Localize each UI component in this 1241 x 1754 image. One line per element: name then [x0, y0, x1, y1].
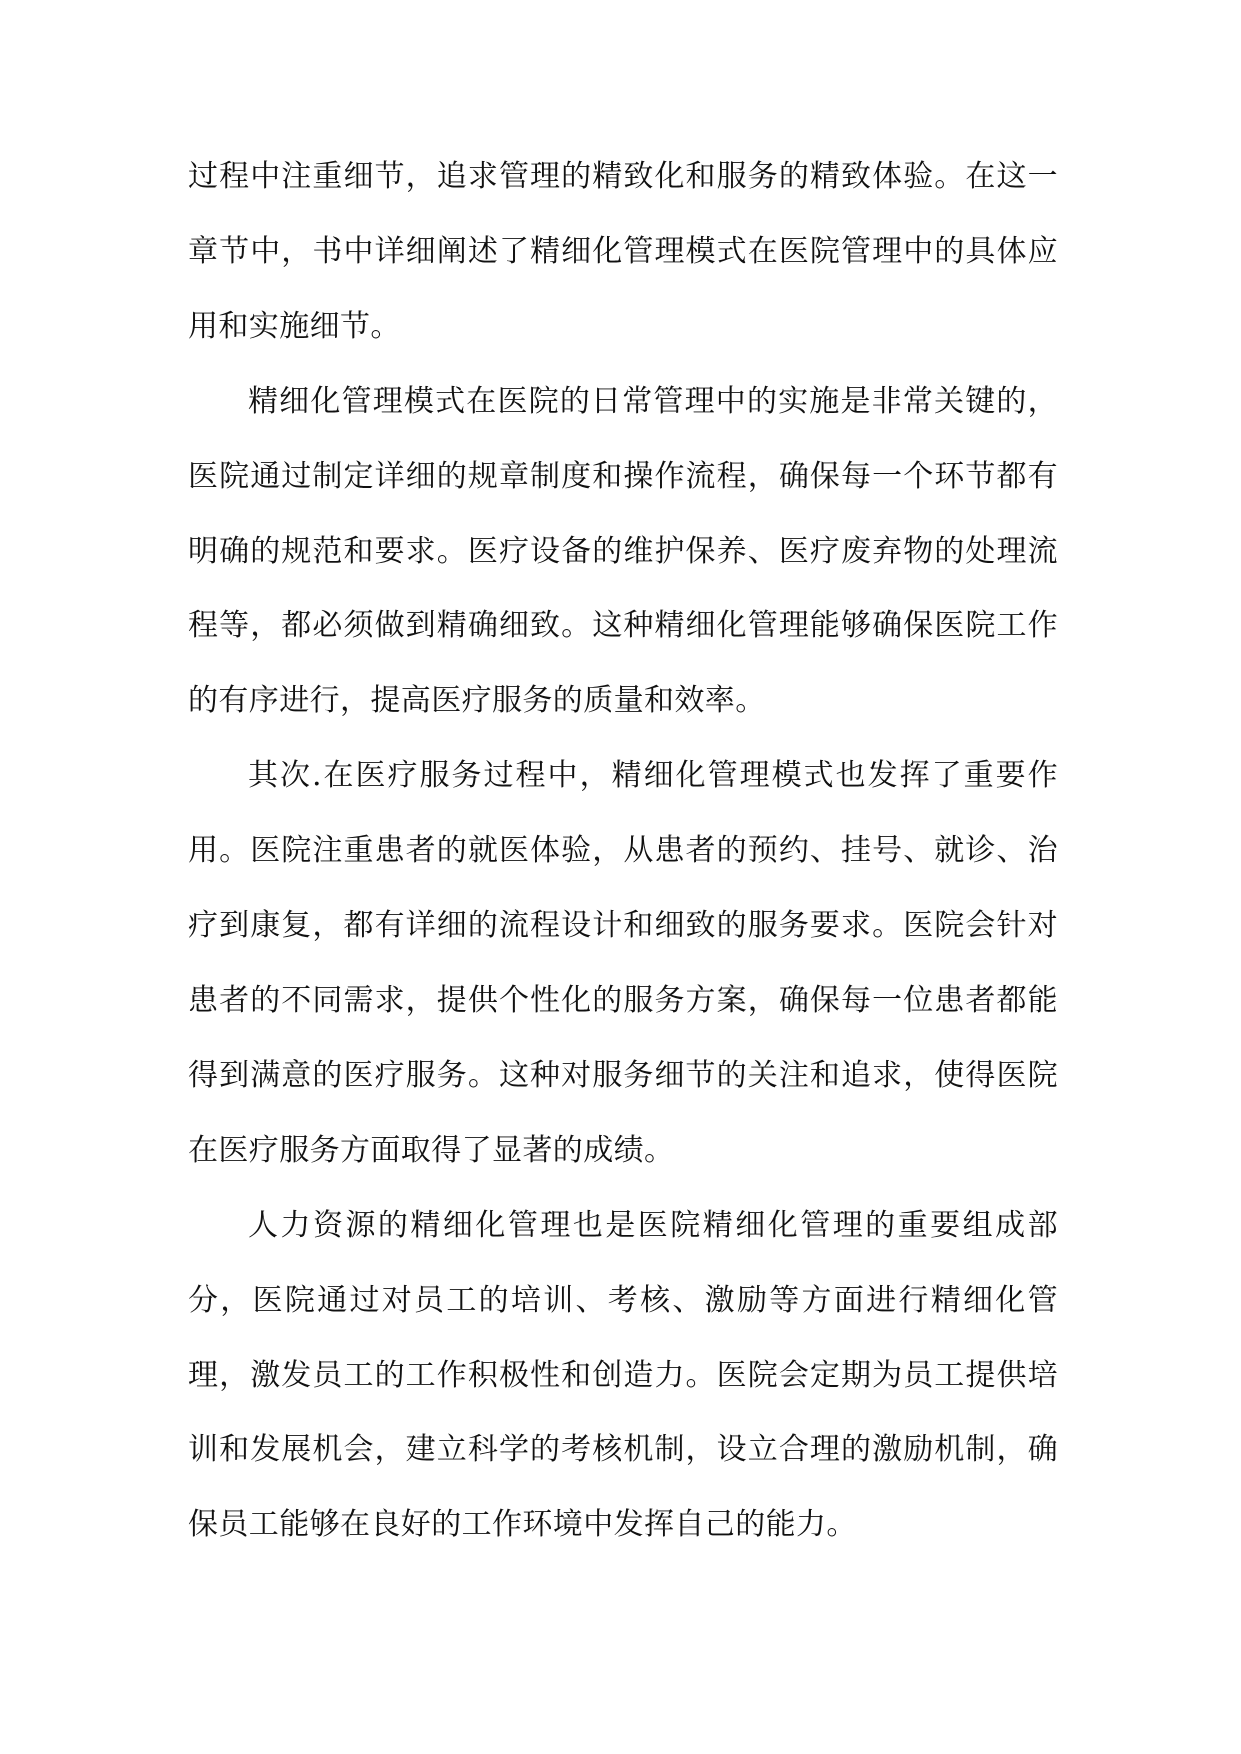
document-body [188, 140, 1058, 1563]
paragraph-2: 精细化管理模式在医院的日常管理中的实施是非常关键的，医院通过制定详细的规章制度和操作流程，确保每一个环节都有明确的规范和要求。医疗设备的维护保养、医疗废弃物的处理流程等，都必须做到精确细致。这种精细化管理能够确保医院工作的有序进行，提高医疗服务的质量和效率。 [188, 383, 1058, 719]
paragraph-4: 人力资源的精细化管理也是医院精细化管理的重要组成部分，医院通过对员工的培训、考核、激励等方面进行精细化管理，激发员工的工作积极性和创造力。医院会定期为员工提供培训和发展机会，建立科学的考核机制，设立合理的激励机制，确保员工能够在良好的工作环境中发挥自己的能力。 [188, 1207, 1058, 1543]
paragraph-1: 过程中注重细节，追求管理的精致化和服务的精致体验。在这一章节中，书中详细阐述了精细化管理模式在医院管理中的具体应用和实施细节。 [188, 159, 1058, 344]
paragraph-3: 其次.在医疗服务过程中，精细化管理模式也发挥了重要作用。医院注重患者的就医体验，从患者的预约、挂号、就诊、治疗到康复，都有详细的流程设计和细致的服务要求。医院会针对患者的不同需求，提供个性化的服务方案，确保每一位患者都能得到满意的医疗服务。这种对服务细节的关注和追求，使得医院在医疗服务方面取得了显著的成绩。 [188, 758, 1058, 1168]
